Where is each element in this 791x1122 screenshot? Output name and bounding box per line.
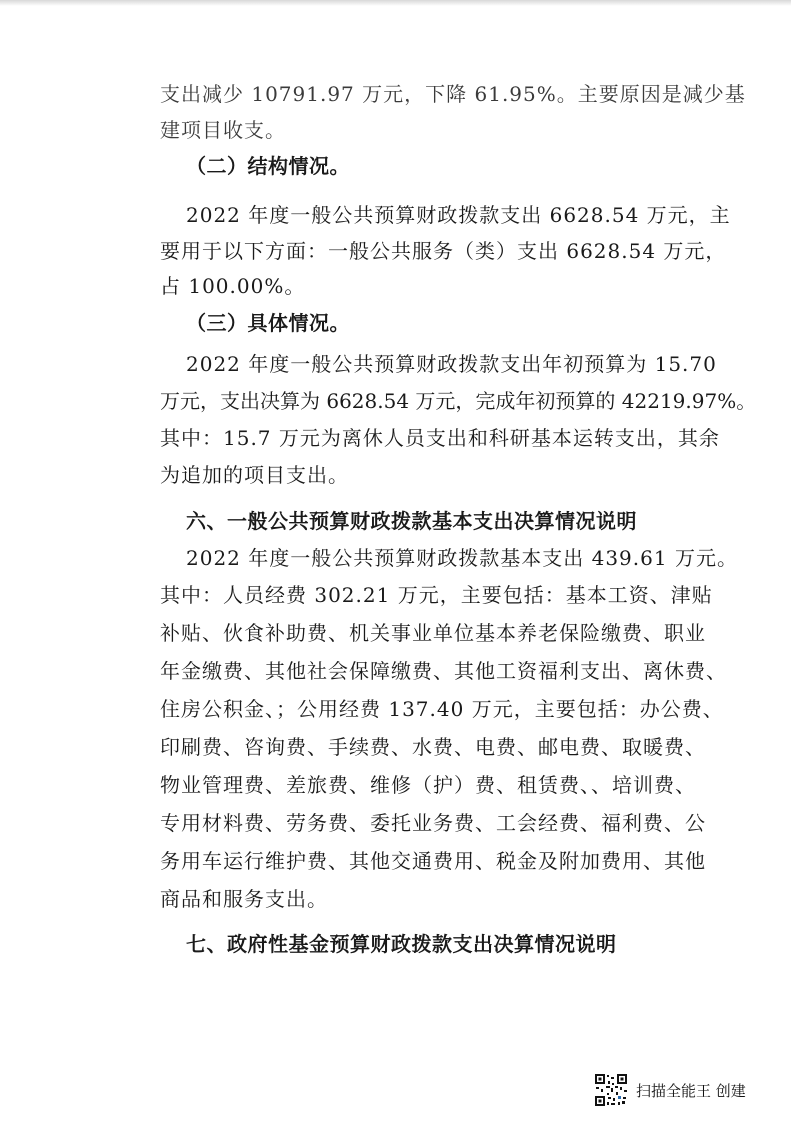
qr-code-icon bbox=[594, 1073, 628, 1107]
text-line: 占 100.00%。 bbox=[160, 274, 306, 298]
text-line: 务用车运行维护费、其他交通费用、税金及附加费用、其他 bbox=[160, 849, 706, 873]
text-line: 2022 年度一般公共预算财政拨款支出 6628.54 万元，主 bbox=[186, 203, 731, 227]
section-heading-basic-expenditure: 六、一般公共预算财政拨款基本支出决算情况说明 bbox=[186, 509, 637, 533]
text-line: 专用材料费、劳务费、委托业务费、工会经费、福利费、公 bbox=[160, 811, 706, 835]
text-line: 补贴、伙食补助费、机关事业单位基本养老保险缴费、职业 bbox=[160, 621, 706, 645]
text-line: 要用于以下方面：一般公共服务（类）支出 6628.54 万元， bbox=[160, 239, 727, 263]
text-line: 住房公积金、；公用经费 137.40 万元，主要包括：办公费、 bbox=[160, 697, 724, 721]
section-heading-government-fund: 七、政府性基金预算财政拨款支出决算情况说明 bbox=[186, 932, 617, 956]
watermark-text: 扫描全能王 创建 bbox=[636, 1081, 746, 1100]
text-line: 印刷费、咨询费、手续费、水费、电费、邮电费、取暖费、 bbox=[160, 735, 706, 759]
text-line: 建项目收支。 bbox=[160, 118, 286, 142]
text-line: 支出减少 10791.97 万元，下降 61.95%。主要原因是减少基 bbox=[160, 82, 746, 106]
text-line: 物业管理费、差旅费、维修（护）费、租赁费、、培训费、 bbox=[160, 773, 696, 797]
section-heading-details: （三）具体情况。 bbox=[186, 311, 350, 335]
text-line: 2022 年度一般公共预算财政拨款基本支出 439.61 万元。 bbox=[186, 546, 738, 570]
text-line: 万元，支出决算为 6628.54 万元，完成年初预算的 42219.97%。 bbox=[160, 389, 757, 413]
text-line: 年金缴费、其他社会保障缴费、其他工资福利支出、离休费、 bbox=[160, 659, 727, 683]
text-line: 其中：人员经费 302.21 万元，主要包括：基本工资、津贴 bbox=[160, 583, 713, 607]
scanner-watermark bbox=[594, 1072, 774, 1108]
text-line: 2022 年度一般公共预算财政拨款支出年初预算为 15.70 bbox=[186, 352, 717, 376]
text-line: 为追加的项目支出。 bbox=[160, 463, 349, 487]
section-heading-structure: （二）结构情况。 bbox=[186, 154, 350, 178]
text-line: 其中：15.7 万元为离休人员支出和科研基本运转支出，其余 bbox=[160, 426, 720, 450]
text-line: 商品和服务支出。 bbox=[160, 887, 328, 911]
